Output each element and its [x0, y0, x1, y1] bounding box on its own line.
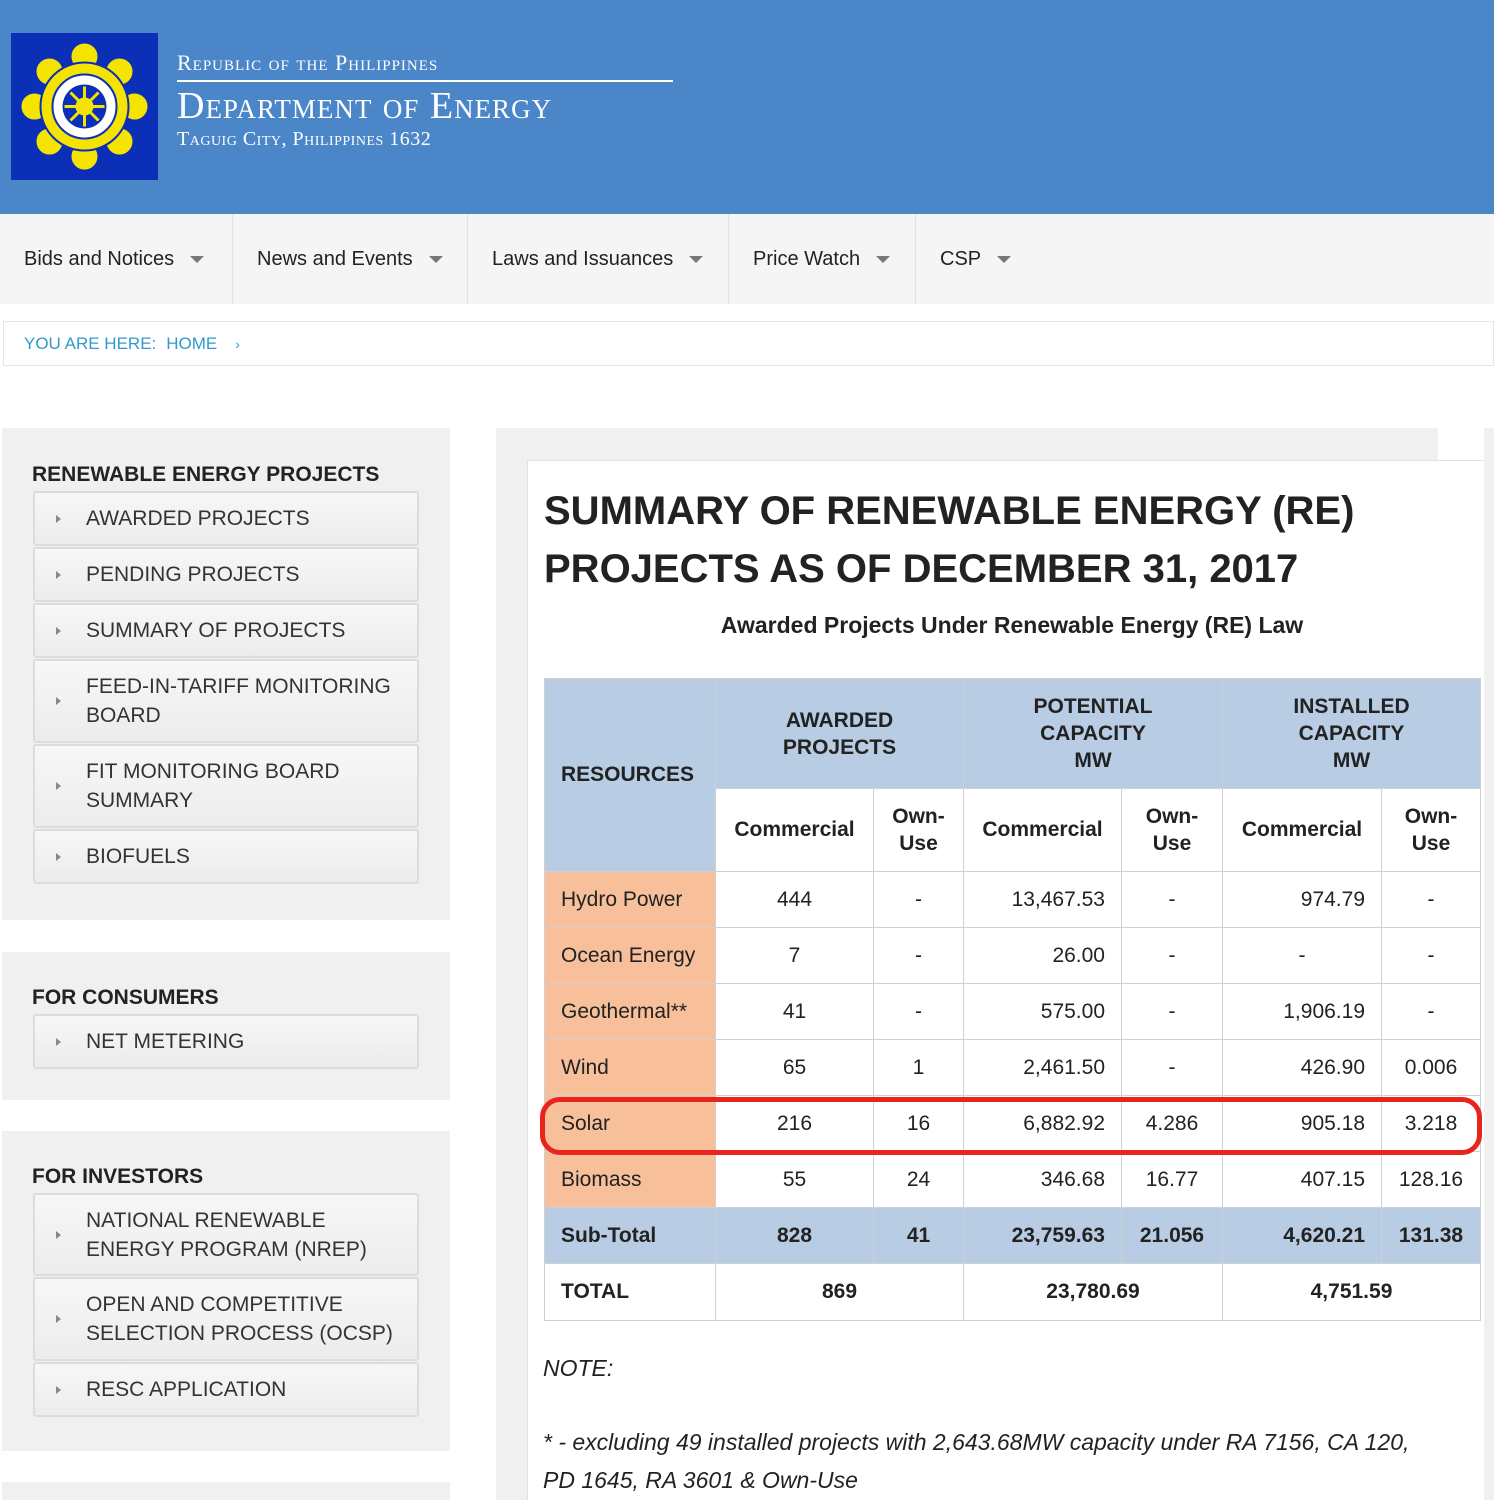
potential-commercial-cell: 6,882.92	[964, 1096, 1122, 1152]
potential-own-use-cell: -	[1122, 984, 1223, 1040]
sidebar-item-label: AWARDED PROJECTS	[86, 507, 310, 530]
nav-label: Bids and Notices	[24, 247, 175, 270]
resource-cell: Wind	[545, 1040, 716, 1096]
installed-own-use-cell: -	[1382, 872, 1481, 928]
subtotal-installed-commercial: 4,620.21	[1223, 1208, 1382, 1264]
sidebar-title-investors: FOR INVESTORS	[32, 1165, 204, 1188]
awarded-own-use-cell: 16	[874, 1096, 964, 1152]
sidebar-item-awarded-projects[interactable]	[33, 491, 419, 546]
header-awarded-label: AWARDED PROJECTS	[782, 708, 897, 759]
header-line: Use	[1411, 832, 1451, 855]
total-label: TOTAL	[545, 1264, 716, 1321]
table-row	[545, 928, 1481, 984]
subtotal-label: Sub-Total	[545, 1208, 716, 1264]
table-row-solar	[545, 1096, 1481, 1152]
nav-label: Laws and Issuances	[492, 247, 674, 270]
potential-own-use-cell: -	[1122, 928, 1223, 984]
sidebar-item-label: NATIONAL RENEWABLE ENERGY PROGRAM (NREP)	[86, 1208, 367, 1261]
total-potential: 23,780.69	[964, 1264, 1223, 1321]
table-row-subtotal	[545, 1208, 1481, 1264]
subtotal-awarded-own-use: 41	[874, 1208, 964, 1264]
potential-own-use-cell: -	[1122, 872, 1223, 928]
resource-cell: Solar	[545, 1096, 716, 1152]
header-line: Use	[1152, 832, 1192, 855]
header-line: Own-	[1145, 805, 1199, 828]
caret-right-icon	[56, 1231, 61, 1239]
resource-cell: Ocean Energy	[545, 928, 716, 984]
caret-right-icon	[56, 515, 61, 523]
table-row-total	[545, 1264, 1481, 1321]
sidebar-item-label: NET METERING	[86, 1030, 245, 1053]
header-line: MW	[1332, 749, 1371, 772]
header-line: Use	[899, 832, 938, 855]
sidebar-next-box	[2, 1482, 450, 1500]
potential-commercial-cell: 2,461.50	[964, 1040, 1122, 1096]
department-address: Taguig City, Philippines 1632	[177, 128, 432, 150]
nav-news-and-events[interactable]	[233, 214, 468, 304]
awarded-own-use-cell: -	[874, 984, 964, 1040]
caret-down-icon	[997, 256, 1011, 263]
installed-own-use-cell: 3.218	[1382, 1096, 1481, 1152]
re-projects-table	[544, 678, 1481, 1321]
caret-down-icon	[689, 256, 703, 263]
header-potential-capacity	[964, 679, 1223, 789]
potential-own-use-cell: 4.286	[1122, 1096, 1223, 1152]
republic-label: Republic of the Philippines	[177, 50, 673, 82]
awarded-own-use-cell: -	[874, 928, 964, 984]
header-line: Own-	[892, 805, 945, 828]
sidebar-item-label: RESC APPLICATION	[86, 1378, 287, 1401]
nav-label: Price Watch	[753, 247, 861, 270]
header-line: MW	[1074, 749, 1112, 772]
header-own-use	[874, 789, 964, 872]
brand-text	[177, 50, 673, 151]
awarded-commercial-cell: 41	[716, 984, 874, 1040]
resource-cell: Hydro Power	[545, 872, 716, 928]
header-line: Own-	[1404, 805, 1458, 828]
sidebar-item-pending-projects[interactable]	[33, 547, 419, 602]
resource-cell: Geothermal**	[545, 984, 716, 1040]
nav-price-watch[interactable]	[729, 214, 916, 304]
awarded-own-use-cell: 24	[874, 1152, 964, 1208]
nav-csp[interactable]	[916, 214, 1036, 304]
sidebar-item-fit-board-summary[interactable]	[33, 744, 419, 828]
header-awarded-projects	[716, 679, 964, 789]
caret-right-icon	[56, 1038, 61, 1046]
awarded-commercial-cell: 7	[716, 928, 874, 984]
header-own-use	[1122, 789, 1223, 872]
installed-commercial-cell: -	[1223, 928, 1382, 984]
resource-cell: Biomass	[545, 1152, 716, 1208]
breadcrumb	[3, 321, 1494, 366]
installed-own-use-cell: -	[1382, 984, 1481, 1040]
sidebar-item-biofuels[interactable]	[33, 829, 419, 884]
total-installed: 4,751.59	[1223, 1264, 1481, 1321]
department-name[interactable]: Department of Energy	[177, 85, 553, 127]
sidebar-item-label: OPEN AND COMPETITIVE SELECTION PROCESS (OCSP)	[86, 1293, 393, 1345]
site-header	[0, 0, 1494, 214]
potential-commercial-cell: 13,467.53	[964, 872, 1122, 928]
nav-label: News and Events	[257, 247, 413, 270]
table-row	[545, 1152, 1481, 1208]
page-title: SUMMARY OF RENEWABLE ENERGY (RE) PROJECTS AS OF DECEMBER 31, 2017	[544, 489, 1355, 591]
nav-laws-and-issuances[interactable]	[468, 214, 729, 304]
sun-emblem-icon	[11, 33, 158, 180]
installed-own-use-cell: 128.16	[1382, 1152, 1481, 1208]
table-row	[545, 984, 1481, 1040]
sidebar-title-renewable: RENEWABLE ENERGY PROJECTS	[32, 463, 380, 486]
header-own-use	[1382, 789, 1481, 872]
header-commercial: Commercial	[716, 789, 874, 872]
sidebar-item-label: FEED-IN-TARIFF MONITORING BOARD	[86, 675, 391, 727]
installed-commercial-cell: 974.79	[1223, 872, 1382, 928]
subtotal-potential-commercial: 23,759.63	[964, 1208, 1122, 1264]
header-line: INSTALLED	[1293, 695, 1410, 718]
sidebar-item-resc-application[interactable]	[33, 1362, 419, 1417]
header-installed-capacity	[1223, 679, 1481, 789]
main-nav	[0, 214, 1494, 304]
sidebar-investors-box	[2, 1131, 450, 1451]
sidebar-item-label: BIOFUELS	[86, 845, 190, 868]
table-row	[545, 1040, 1481, 1096]
header-line: CAPACITY	[1298, 722, 1405, 745]
nav-bids-and-notices[interactable]	[0, 214, 233, 304]
header-line: POTENTIAL	[1033, 695, 1153, 718]
sidebar-item-label: FIT MONITORING BOARD SUMMARY	[86, 760, 340, 812]
awarded-commercial-cell: 65	[716, 1040, 874, 1096]
installed-commercial-cell: 1,906.19	[1223, 984, 1382, 1040]
nav-label: CSP	[940, 247, 982, 270]
awarded-commercial-cell: 444	[716, 872, 874, 928]
potential-commercial-cell: 26.00	[964, 928, 1122, 984]
installed-commercial-cell: 407.15	[1223, 1152, 1382, 1208]
sidebar-item-fit-monitoring-board[interactable]	[33, 659, 419, 743]
caret-down-icon	[429, 256, 443, 263]
header-commercial: Commercial	[964, 789, 1122, 872]
caret-down-icon	[876, 256, 890, 263]
installed-commercial-cell: 426.90	[1223, 1040, 1382, 1096]
subtotal-potential-own-use: 21.056	[1122, 1208, 1223, 1264]
caret-right-icon	[56, 1386, 61, 1394]
caret-down-icon	[190, 256, 204, 263]
potential-own-use-cell: 16.77	[1122, 1152, 1223, 1208]
caret-right-icon	[56, 853, 61, 861]
caret-right-icon	[56, 571, 61, 579]
caret-right-icon	[56, 697, 61, 705]
breadcrumb-prefix: YOU ARE HERE:	[24, 333, 157, 353]
sidebar-item-label: PENDING PROJECTS	[86, 563, 300, 586]
doe-seal-logo[interactable]	[11, 33, 158, 180]
installed-own-use-cell: -	[1382, 928, 1481, 984]
table-row	[545, 872, 1481, 928]
subtotal-installed-own-use: 131.38	[1382, 1208, 1481, 1264]
potential-own-use-cell: -	[1122, 1040, 1223, 1096]
sidebar-item-summary-of-projects[interactable]	[33, 603, 419, 658]
potential-commercial-cell: 575.00	[964, 984, 1122, 1040]
caret-right-icon	[56, 627, 61, 635]
caret-right-icon	[56, 782, 61, 790]
note-heading: NOTE:	[543, 1355, 614, 1381]
header-line: CAPACITY	[1040, 722, 1146, 745]
breadcrumb-home-link[interactable]: HOME	[166, 333, 218, 353]
header-resources: RESOURCES	[545, 679, 716, 872]
awarded-own-use-cell: 1	[874, 1040, 964, 1096]
installed-commercial-cell: 905.18	[1223, 1096, 1382, 1152]
subtotal-awarded-commercial: 828	[716, 1208, 874, 1264]
sidebar-consumers-box	[2, 952, 450, 1100]
awarded-commercial-cell: 55	[716, 1152, 874, 1208]
footnote-text: * - excluding 49 installed projects with 2,643.68MW capacity under RA 7156, CA 120, PD 1645, RA 3601 & Own-Use	[543, 1429, 1410, 1493]
sidebar-renewable-box	[2, 428, 450, 920]
sidebar-title-consumers: FOR CONSUMERS	[32, 986, 219, 1009]
potential-commercial-cell: 346.68	[964, 1152, 1122, 1208]
main-panel-edge	[1484, 428, 1494, 1500]
caret-right-icon	[56, 1315, 61, 1323]
sidebar-item-net-metering[interactable]	[33, 1014, 419, 1069]
sidebar-item-ocsp[interactable]	[33, 1277, 419, 1361]
awarded-commercial-cell: 216	[716, 1096, 874, 1152]
sidebar-item-label: SUMMARY OF PROJECTS	[86, 619, 346, 642]
header-commercial: Commercial	[1223, 789, 1382, 872]
table-caption: Awarded Projects Under Renewable Energy (RE) Law	[720, 612, 1304, 638]
sidebar-item-nrep[interactable]	[33, 1193, 419, 1276]
installed-own-use-cell: 0.006	[1382, 1040, 1481, 1096]
total-awarded: 869	[716, 1264, 964, 1321]
awarded-own-use-cell: -	[874, 872, 964, 928]
breadcrumb-separator: ›	[235, 335, 240, 352]
